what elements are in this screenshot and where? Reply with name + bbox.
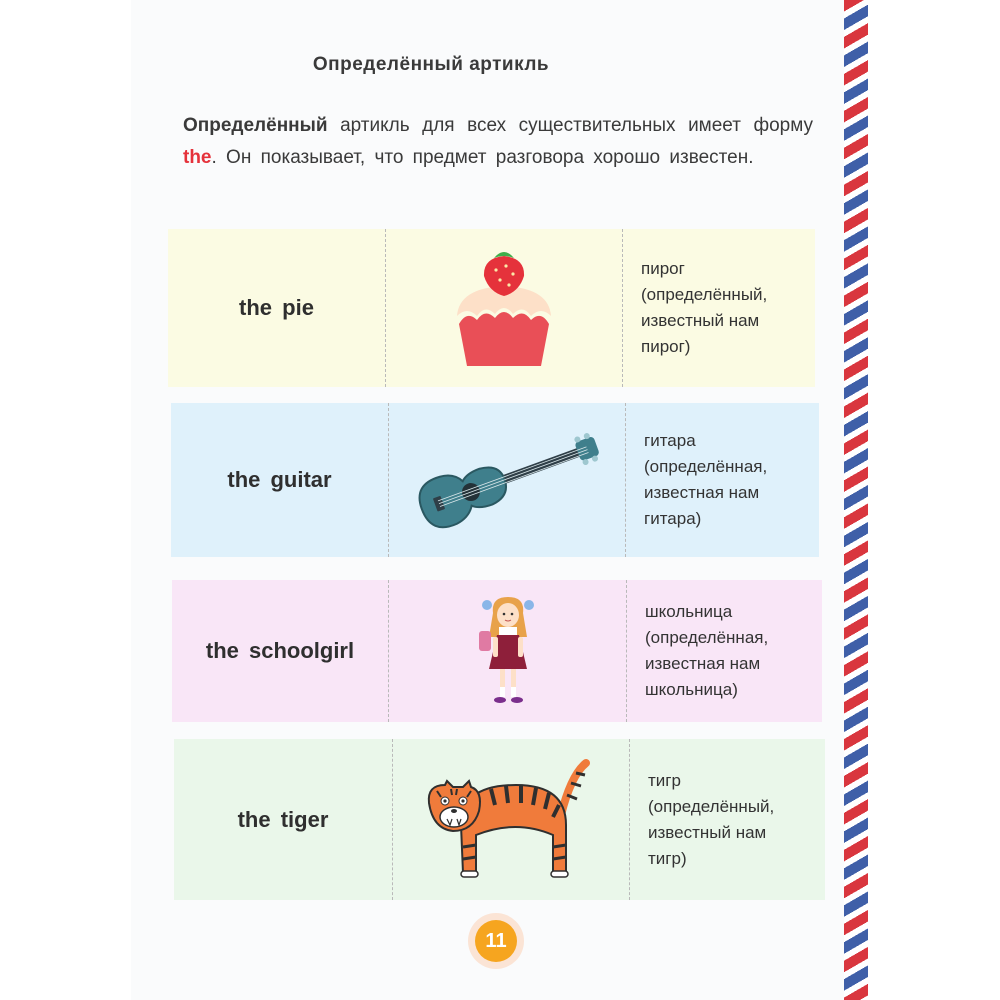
- intro-paragraph: [183, 110, 813, 174]
- picture-cell: [388, 580, 627, 722]
- table-row: [168, 229, 815, 387]
- page-title: Определённый артикль: [312, 54, 550, 75]
- translation-line: (определённая,: [644, 457, 768, 476]
- intro-text-part2: . Он показывает, что предмет разговора хорошо известен.: [211, 147, 754, 168]
- english-word: the pie: [239, 295, 314, 320]
- intro-text-part1: артикль для всех существительных имеет форму: [327, 115, 813, 136]
- page-number: 11: [475, 920, 517, 962]
- translation-line: школьница): [645, 680, 738, 699]
- english-word: the guitar: [227, 467, 332, 492]
- english-word: the tiger: [237, 806, 329, 832]
- translation-line: (определённая,: [645, 628, 769, 647]
- intro-article-the: the: [183, 147, 212, 168]
- page-number-badge: [468, 913, 524, 969]
- translation-line: тигр: [648, 770, 681, 790]
- russian-translation: [626, 403, 819, 557]
- translation-line: гитара): [644, 509, 702, 528]
- guitar-icon: [407, 430, 607, 530]
- translation-line: известный нам: [648, 822, 767, 842]
- translation-line: известная нам: [645, 654, 761, 673]
- intro-bold-word: Определённый: [183, 115, 328, 136]
- translation-line: пирог: [641, 259, 685, 278]
- russian-translation: [623, 229, 815, 387]
- airmail-stripe-border: [844, 0, 868, 1000]
- translation-line: гитара: [644, 431, 696, 450]
- cupcake-icon: [449, 246, 559, 371]
- table-row: [172, 580, 822, 722]
- translation-line: школьница: [645, 602, 733, 621]
- picture-cell: [392, 739, 630, 900]
- translation-line: известная нам: [644, 483, 760, 502]
- table-row: [171, 403, 819, 557]
- russian-translation: [630, 739, 825, 900]
- translation-line: известный нам: [641, 311, 760, 330]
- table-row: [174, 739, 825, 900]
- picture-cell: [388, 403, 626, 557]
- russian-translation: [627, 580, 822, 722]
- schoolgirl-icon: [473, 591, 543, 711]
- picture-cell: [385, 229, 623, 387]
- translation-line: (определённый,: [641, 285, 768, 304]
- translation-line: пирог): [641, 337, 691, 356]
- translation-line: тигр): [648, 848, 687, 868]
- tiger-icon: [421, 755, 601, 885]
- translation-line: (определённый,: [648, 796, 775, 816]
- english-word: the schoolgirl: [205, 638, 355, 663]
